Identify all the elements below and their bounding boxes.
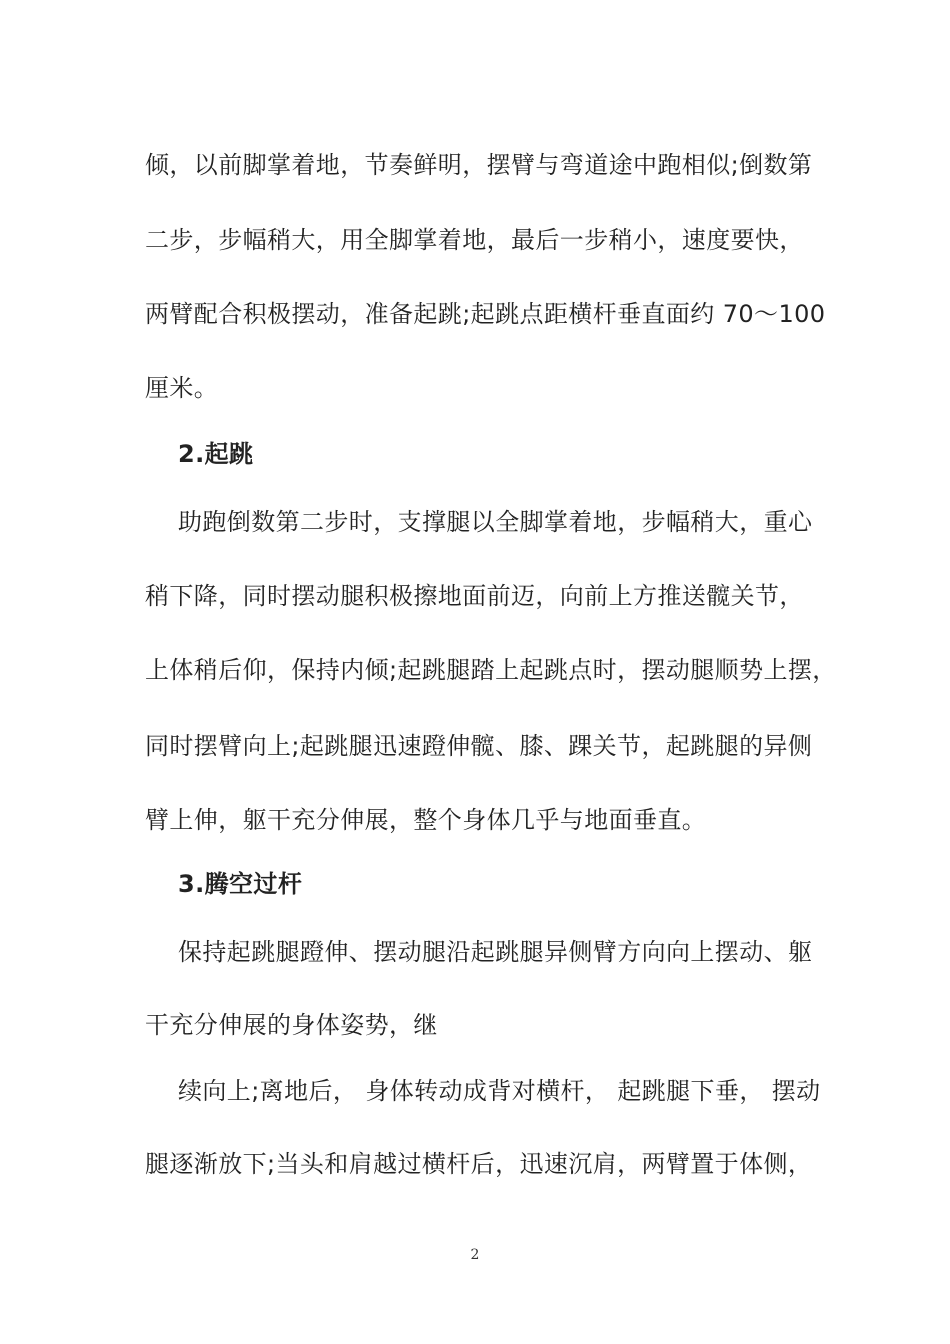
paragraph-line: 二步，步幅稍大，用全脚掌着地，最后一步稍小，速度要快， xyxy=(145,226,804,254)
paragraph-line: 两臂配合积极摆动，准备起跳;起跳点距横杆垂直面约 70～100 xyxy=(145,300,826,328)
paragraph-line: 助跑倒数第二步时，支撑腿以全脚掌着地，步幅稍大，重心 xyxy=(178,508,813,536)
paragraph-line: 腿逐渐放下;当头和肩越过横杆后，迅速沉肩，两臂置于体侧， xyxy=(145,1150,813,1178)
paragraph-line: 保持起跳腿蹬伸、摆动腿沿起跳腿异侧臂方向向上摆动、躯 xyxy=(178,938,813,966)
paragraph-line: 厘米。 xyxy=(145,374,219,402)
section-heading-bar-clearance: 3.腾空过杆 xyxy=(178,870,303,898)
paragraph-line: 续向上;离地后， 身体转动成背对横杆， 起跳腿下垂， 摆动 xyxy=(178,1077,821,1105)
paragraph-line: 上体稍后仰，保持内倾;起跳腿踏上起跳点时，摆动腿顺势上摆， xyxy=(145,656,837,684)
paragraph-line: 同时摆臂向上;起跳腿迅速蹬伸髋、膝、踝关节，起跳腿的异侧 xyxy=(145,732,813,760)
paragraph-line: 稍下降，同时摆动腿积极擦地面前迈，向前上方推送髋关节， xyxy=(145,582,804,610)
paragraph-line: 臂上伸，躯干充分伸展，整个身体几乎与地面垂直。 xyxy=(145,806,707,834)
paragraph-line: 干充分伸展的身体姿势，继 xyxy=(145,1011,438,1039)
page-number: 2 xyxy=(470,1247,480,1263)
section-heading-takeoff: 2.起跳 xyxy=(178,440,254,468)
paragraph-line: 倾，以前脚掌着地，节奏鲜明，摆臂与弯道途中跑相似;倒数第 xyxy=(145,151,813,179)
